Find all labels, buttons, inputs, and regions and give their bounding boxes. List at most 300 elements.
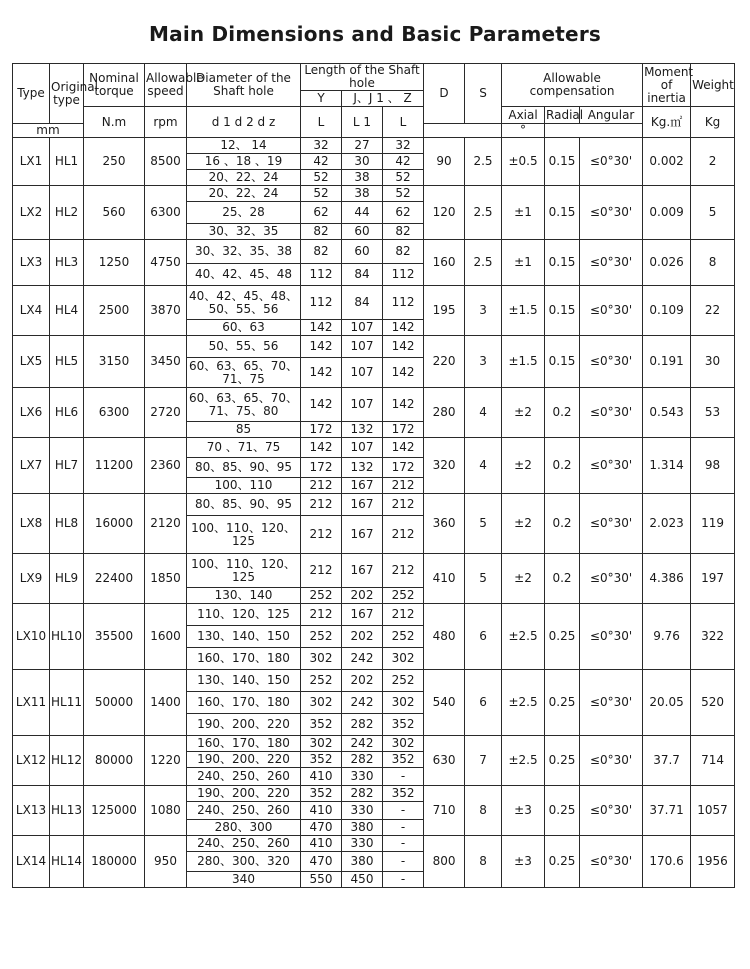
- length-l1-cell: 167: [342, 478, 383, 494]
- table-row: [13, 286, 735, 320]
- shaft-diameter-cell: 20、22、24: [187, 186, 301, 202]
- length-l-cell: 410: [301, 836, 342, 852]
- nominal-torque: 125000: [84, 786, 145, 836]
- shaft-diameter-cell: 280、300: [187, 820, 301, 836]
- s-value: 4: [465, 438, 502, 494]
- length-l-right-cell: 302: [383, 692, 424, 714]
- length-l1-cell: 282: [342, 786, 383, 802]
- nominal-torque: 250: [84, 138, 145, 186]
- nominal-torque: 80000: [84, 736, 145, 786]
- table-row: [13, 138, 735, 154]
- length-l-right-cell: 142: [383, 320, 424, 336]
- header-axial: Axial: [502, 107, 545, 124]
- original-type: HL3: [50, 240, 84, 286]
- inertia-value: 0.009: [643, 186, 691, 240]
- allowable-speed: 1600: [145, 604, 187, 670]
- angular-value: ≤0°30': [580, 388, 643, 438]
- shaft-diameter-cell: 100、110、120、125: [187, 554, 301, 588]
- length-l-cell: 142: [301, 388, 342, 422]
- allowable-speed: 4750: [145, 240, 187, 286]
- shaft-diameter-cell: 100、110: [187, 478, 301, 494]
- header-nominal-torque: Nominal torque: [84, 64, 145, 107]
- original-type: HL6: [50, 388, 84, 438]
- shaft-diameter-cell: 70 、71、75: [187, 438, 301, 458]
- s-value: 7: [465, 736, 502, 786]
- allowable-speed: 6300: [145, 186, 187, 240]
- original-type: HL8: [50, 494, 84, 554]
- angular-value: ≤0°30': [580, 336, 643, 388]
- inertia-value: 1.314: [643, 438, 691, 494]
- length-l-right-cell: 352: [383, 786, 424, 802]
- d-value: 480: [424, 604, 465, 670]
- s-value: 2.5: [465, 186, 502, 240]
- inertia-value: 0.543: [643, 388, 691, 438]
- length-l-right-cell: -: [383, 836, 424, 852]
- length-l-right-cell: 212: [383, 516, 424, 554]
- original-type: HL10: [50, 604, 84, 670]
- header-degree: °: [502, 124, 545, 138]
- shaft-diameter-cell: 60、63: [187, 320, 301, 336]
- length-l1-cell: 27: [342, 138, 383, 154]
- type: LX5: [13, 336, 50, 388]
- type: LX14: [13, 836, 50, 888]
- length-l1-cell: 380: [342, 820, 383, 836]
- length-l-right-cell: 142: [383, 388, 424, 422]
- shaft-diameter-cell: 40、42、45、48、50、55、56: [187, 286, 301, 320]
- nominal-torque: 35500: [84, 604, 145, 670]
- shaft-diameter-cell: 190、200、220: [187, 714, 301, 736]
- length-l-right-cell: 302: [383, 736, 424, 752]
- type: LX10: [13, 604, 50, 670]
- angular-value: ≤0°30': [580, 494, 643, 554]
- length-l-right-cell: 142: [383, 336, 424, 358]
- length-l-cell: 142: [301, 336, 342, 358]
- radial-value: 0.2: [545, 388, 580, 438]
- length-l-cell: 112: [301, 264, 342, 286]
- inertia-value: 37.7: [643, 736, 691, 786]
- header-l1: L 1: [342, 107, 383, 138]
- original-type: HL4: [50, 286, 84, 336]
- s-value: 2.5: [465, 138, 502, 186]
- length-l1-cell: 330: [342, 802, 383, 820]
- radial-value: 0.25: [545, 736, 580, 786]
- shaft-diameter-cell: 80、85、90、95: [187, 494, 301, 516]
- weight-value: 30: [691, 336, 735, 388]
- inertia-value: 170.6: [643, 836, 691, 888]
- shaft-diameter-cell: 190、200、220: [187, 752, 301, 768]
- length-l-cell: 32: [301, 138, 342, 154]
- table-row: [13, 554, 735, 588]
- length-l-cell: 82: [301, 240, 342, 264]
- allowable-speed: 8500: [145, 138, 187, 186]
- axial-value: ±3: [502, 786, 545, 836]
- weight-value: 5: [691, 186, 735, 240]
- d-value: 360: [424, 494, 465, 554]
- shaft-diameter-cell: 60、63、65、70、71、75: [187, 358, 301, 388]
- header-diameter-shaft-hole: Diameter of the Shaft hole: [187, 64, 301, 107]
- length-l-right-cell: 252: [383, 670, 424, 692]
- radial-value: 0.2: [545, 554, 580, 604]
- radial-value: 0.15: [545, 240, 580, 286]
- shaft-diameter-cell: 130、140: [187, 588, 301, 604]
- original-type: HL9: [50, 554, 84, 604]
- header-diameter-symbols: d 1 d 2 d z: [187, 107, 301, 138]
- allowable-speed: 2120: [145, 494, 187, 554]
- allowable-speed: 3870: [145, 286, 187, 336]
- length-l-cell: 252: [301, 588, 342, 604]
- length-l-cell: 212: [301, 494, 342, 516]
- weight-value: 1057: [691, 786, 735, 836]
- original-type: HL2: [50, 186, 84, 240]
- angular-value: ≤0°30': [580, 554, 643, 604]
- length-l-cell: 302: [301, 736, 342, 752]
- inertia-value: 0.191: [643, 336, 691, 388]
- shaft-diameter-cell: 130、140、150: [187, 670, 301, 692]
- inertia-value: 20.05: [643, 670, 691, 736]
- axial-value: ±3: [502, 836, 545, 888]
- length-l-cell: 82: [301, 224, 342, 240]
- s-value: 3: [465, 286, 502, 336]
- axial-value: ±2: [502, 494, 545, 554]
- length-l1-cell: 242: [342, 692, 383, 714]
- length-l1-cell: 107: [342, 438, 383, 458]
- nominal-torque: 6300: [84, 388, 145, 438]
- allowable-speed: 2360: [145, 438, 187, 494]
- shaft-diameter-cell: 20、22、24: [187, 170, 301, 186]
- header-weight: Weight: [691, 64, 735, 107]
- header-allowable-compensation: Allowable compensation: [502, 64, 643, 107]
- length-l1-cell: 282: [342, 752, 383, 768]
- original-type: HL14: [50, 836, 84, 888]
- length-l-cell: 302: [301, 648, 342, 670]
- inertia-value: 0.026: [643, 240, 691, 286]
- header-blank: [424, 124, 502, 138]
- type: LX2: [13, 186, 50, 240]
- length-l-cell: 352: [301, 752, 342, 768]
- d-value: 160: [424, 240, 465, 286]
- angular-value: ≤0°30': [580, 604, 643, 670]
- length-l1-cell: 450: [342, 872, 383, 888]
- table-row: [13, 786, 735, 802]
- inertia-value: 0.109: [643, 286, 691, 336]
- allowable-speed: 950: [145, 836, 187, 888]
- s-value: 8: [465, 836, 502, 888]
- length-l-cell: 302: [301, 692, 342, 714]
- length-l1-cell: 38: [342, 170, 383, 186]
- length-l-cell: 142: [301, 438, 342, 458]
- allowable-speed: 1850: [145, 554, 187, 604]
- length-l-cell: 352: [301, 714, 342, 736]
- length-l1-cell: 84: [342, 264, 383, 286]
- weight-value: 714: [691, 736, 735, 786]
- header-speed-unit: rpm: [145, 107, 187, 138]
- shaft-diameter-cell: 160、170、180: [187, 648, 301, 670]
- header-moment-unit: Kg.㎡: [643, 107, 691, 138]
- header-type: Type: [13, 64, 50, 124]
- radial-value: 0.15: [545, 138, 580, 186]
- weight-value: 22: [691, 286, 735, 336]
- header-length-shaft-hole: Length of the Shaft hole: [301, 64, 424, 91]
- type: LX6: [13, 388, 50, 438]
- length-l1-cell: 167: [342, 554, 383, 588]
- weight-value: 322: [691, 604, 735, 670]
- length-l-right-cell: 142: [383, 438, 424, 458]
- header-torque-unit: N.m: [84, 107, 145, 138]
- type: LX11: [13, 670, 50, 736]
- allowable-speed: 1080: [145, 786, 187, 836]
- shaft-diameter-cell: 25、28: [187, 202, 301, 224]
- length-l-right-cell: 82: [383, 224, 424, 240]
- table-row: [13, 388, 735, 422]
- nominal-torque: 11200: [84, 438, 145, 494]
- shaft-diameter-cell: 110、120、125: [187, 604, 301, 626]
- weight-value: 1956: [691, 836, 735, 888]
- nominal-torque: 22400: [84, 554, 145, 604]
- header-l: L: [301, 107, 342, 138]
- angular-value: ≤0°30': [580, 786, 643, 836]
- inertia-value: 9.76: [643, 604, 691, 670]
- table-row: [13, 186, 735, 202]
- shaft-diameter-cell: 100、110、120、125: [187, 516, 301, 554]
- length-l1-cell: 60: [342, 240, 383, 264]
- shaft-diameter-cell: 12、 14: [187, 138, 301, 154]
- axial-value: ±1: [502, 240, 545, 286]
- length-l1-cell: 242: [342, 736, 383, 752]
- radial-value: 0.25: [545, 786, 580, 836]
- length-l-right-cell: -: [383, 802, 424, 820]
- shaft-diameter-cell: 240、250、260: [187, 836, 301, 852]
- table-row: [13, 438, 735, 458]
- table-row: [13, 240, 735, 264]
- length-l-right-cell: 252: [383, 626, 424, 648]
- type: LX1: [13, 138, 50, 186]
- header-mm: mm: [13, 124, 84, 138]
- length-l-right-cell: 302: [383, 648, 424, 670]
- weight-value: 53: [691, 388, 735, 438]
- shaft-diameter-cell: 280、300、320: [187, 852, 301, 872]
- shaft-diameter-cell: 16 、18 、19: [187, 154, 301, 170]
- length-l1-cell: 84: [342, 286, 383, 320]
- d-value: 320: [424, 438, 465, 494]
- header-allowable-speed: Allowable speed: [145, 64, 187, 107]
- length-l-right-cell: 352: [383, 752, 424, 768]
- length-l-cell: 172: [301, 422, 342, 438]
- length-l1-cell: 282: [342, 714, 383, 736]
- length-l-right-cell: 212: [383, 494, 424, 516]
- length-l-right-cell: 82: [383, 240, 424, 264]
- length-l1-cell: 107: [342, 320, 383, 336]
- header-s: S: [465, 64, 502, 124]
- angular-value: ≤0°30': [580, 286, 643, 336]
- inertia-value: 2.023: [643, 494, 691, 554]
- d-value: 90: [424, 138, 465, 186]
- radial-value: 0.25: [545, 836, 580, 888]
- radial-value: 0.15: [545, 286, 580, 336]
- nominal-torque: 180000: [84, 836, 145, 888]
- length-l1-cell: 202: [342, 670, 383, 692]
- length-l-cell: 112: [301, 286, 342, 320]
- length-l-right-cell: 212: [383, 554, 424, 588]
- length-l1-cell: 202: [342, 626, 383, 648]
- d-value: 800: [424, 836, 465, 888]
- length-l-cell: 410: [301, 768, 342, 786]
- nominal-torque: 3150: [84, 336, 145, 388]
- allowable-speed: 1220: [145, 736, 187, 786]
- original-type: HL1: [50, 138, 84, 186]
- length-l-cell: 550: [301, 872, 342, 888]
- length-l1-cell: 330: [342, 768, 383, 786]
- length-l-cell: 212: [301, 604, 342, 626]
- length-l-right-cell: 172: [383, 422, 424, 438]
- shaft-diameter-cell: 160、170、180: [187, 736, 301, 752]
- shaft-diameter-cell: 50、55、56: [187, 336, 301, 358]
- type: LX4: [13, 286, 50, 336]
- angular-value: ≤0°30': [580, 240, 643, 286]
- shaft-diameter-cell: 240、250、260: [187, 802, 301, 820]
- length-l1-cell: 107: [342, 388, 383, 422]
- d-value: 120: [424, 186, 465, 240]
- original-type: HL5: [50, 336, 84, 388]
- nominal-torque: 2500: [84, 286, 145, 336]
- radial-value: 0.2: [545, 438, 580, 494]
- length-l1-cell: 167: [342, 494, 383, 516]
- length-l-right-cell: 142: [383, 358, 424, 388]
- inertia-value: 37.71: [643, 786, 691, 836]
- axial-value: ±2: [502, 388, 545, 438]
- type: LX7: [13, 438, 50, 494]
- shaft-diameter-cell: 130、140、150: [187, 626, 301, 648]
- page-title: Main Dimensions and Basic Parameters: [149, 22, 601, 46]
- allowable-speed: 1400: [145, 670, 187, 736]
- nominal-torque: 1250: [84, 240, 145, 286]
- length-l-right-cell: 112: [383, 286, 424, 320]
- length-l-right-cell: 352: [383, 714, 424, 736]
- type: LX12: [13, 736, 50, 786]
- type: LX8: [13, 494, 50, 554]
- length-l-cell: 212: [301, 478, 342, 494]
- table-row: [13, 670, 735, 692]
- length-l1-cell: 167: [342, 604, 383, 626]
- nominal-torque: 560: [84, 186, 145, 240]
- d-value: 195: [424, 286, 465, 336]
- shaft-diameter-cell: 340: [187, 872, 301, 888]
- length-l-cell: 42: [301, 154, 342, 170]
- length-l-right-cell: 62: [383, 202, 424, 224]
- shaft-diameter-cell: 85: [187, 422, 301, 438]
- d-value: 710: [424, 786, 465, 836]
- inertia-value: 4.386: [643, 554, 691, 604]
- length-l1-cell: 107: [342, 336, 383, 358]
- d-value: 280: [424, 388, 465, 438]
- weight-value: 197: [691, 554, 735, 604]
- original-type: HL7: [50, 438, 84, 494]
- s-value: 5: [465, 494, 502, 554]
- s-value: 6: [465, 670, 502, 736]
- length-l-cell: 212: [301, 516, 342, 554]
- length-l-cell: 470: [301, 852, 342, 872]
- length-l-right-cell: -: [383, 768, 424, 786]
- allowable-speed: 2720: [145, 388, 187, 438]
- shaft-diameter-cell: 190、200、220: [187, 786, 301, 802]
- length-l1-cell: 38: [342, 186, 383, 202]
- angular-value: ≤0°30': [580, 438, 643, 494]
- header-d: D: [424, 64, 465, 124]
- shaft-diameter-cell: 40、42、45、48: [187, 264, 301, 286]
- original-type: HL12: [50, 736, 84, 786]
- s-value: 6: [465, 604, 502, 670]
- length-l-cell: 142: [301, 358, 342, 388]
- table-row: [13, 336, 735, 358]
- shaft-diameter-cell: 30、32、35、38: [187, 240, 301, 264]
- length-l1-cell: 107: [342, 358, 383, 388]
- header-moment-of-inertia: Moment of inertia: [644, 64, 694, 105]
- radial-value: 0.25: [545, 670, 580, 736]
- table-body: [13, 138, 735, 888]
- original-type: HL13: [50, 786, 84, 836]
- shaft-diameter-cell: 240、250、260: [187, 768, 301, 786]
- length-l-cell: 252: [301, 670, 342, 692]
- length-l-right-cell: 172: [383, 458, 424, 478]
- radial-value: 0.15: [545, 336, 580, 388]
- shaft-diameter-cell: 80、85、90、95: [187, 458, 301, 478]
- length-l1-cell: 60: [342, 224, 383, 240]
- length-l-cell: 352: [301, 786, 342, 802]
- shaft-diameter-cell: 160、170、180: [187, 692, 301, 714]
- axial-value: ±2.5: [502, 604, 545, 670]
- header-angular: Angular: [580, 107, 643, 124]
- header-j-j1-z: J、J 1 、 Z: [342, 91, 424, 107]
- length-l-right-cell: 32: [383, 138, 424, 154]
- length-l-right-cell: 212: [383, 604, 424, 626]
- weight-value: 2: [691, 138, 735, 186]
- d-value: 630: [424, 736, 465, 786]
- shaft-diameter-cell: 60、63、65、70、71、75、80: [187, 388, 301, 422]
- table-row: [13, 736, 735, 752]
- length-l-cell: 212: [301, 554, 342, 588]
- angular-value: ≤0°30': [580, 736, 643, 786]
- d-value: 220: [424, 336, 465, 388]
- shaft-diameter-cell: 30、32、35: [187, 224, 301, 240]
- angular-value: ≤0°30': [580, 138, 643, 186]
- length-l1-cell: 30: [342, 154, 383, 170]
- length-l-right-cell: 112: [383, 264, 424, 286]
- header-original-type: Original type: [50, 64, 84, 124]
- weight-value: 520: [691, 670, 735, 736]
- axial-value: ±1: [502, 186, 545, 240]
- length-l-right-cell: -: [383, 820, 424, 836]
- length-l1-cell: 132: [342, 422, 383, 438]
- length-l-cell: 142: [301, 320, 342, 336]
- d-value: 410: [424, 554, 465, 604]
- length-l-cell: 172: [301, 458, 342, 478]
- table-row: [13, 604, 735, 626]
- axial-value: ±2: [502, 554, 545, 604]
- inertia-value: 0.002: [643, 138, 691, 186]
- radial-value: 0.25: [545, 604, 580, 670]
- axial-value: ±1.5: [502, 286, 545, 336]
- length-l-cell: 470: [301, 820, 342, 836]
- length-l-right-cell: 52: [383, 186, 424, 202]
- length-l-right-cell: 252: [383, 588, 424, 604]
- s-value: 4: [465, 388, 502, 438]
- length-l1-cell: 380: [342, 852, 383, 872]
- axial-value: ±2.5: [502, 670, 545, 736]
- header-weight-unit: Kg: [691, 107, 735, 138]
- length-l-cell: 252: [301, 626, 342, 648]
- weight-value: 119: [691, 494, 735, 554]
- weight-value: 98: [691, 438, 735, 494]
- length-l1-cell: 242: [342, 648, 383, 670]
